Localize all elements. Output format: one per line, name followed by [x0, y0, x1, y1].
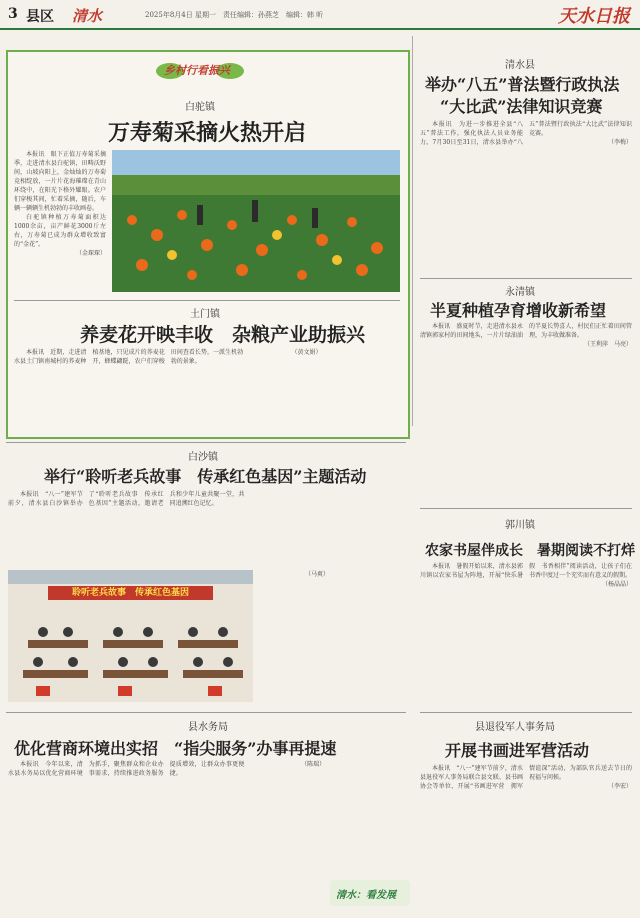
- a4-town: 清水县: [505, 60, 535, 71]
- a7-town: 县水务局: [188, 722, 228, 733]
- a8-title: 开展书画进军营活动: [445, 741, 590, 760]
- a8-town: 县退役军人事务局: [475, 722, 555, 733]
- a7-title: 优化营商环境出实招 “指尖服务”办事再提速: [14, 739, 337, 758]
- a6-byline: （杨晶晶）: [601, 581, 632, 588]
- issue-meta: 2025年8月4日 星期一 责任编辑：孙燕芝 编辑：韩 昕: [145, 11, 324, 19]
- a1-title: 万寿菊采摘火热开启: [108, 120, 307, 146]
- column-name: 清水: [72, 7, 103, 25]
- a4-byline: （李梅）: [607, 139, 632, 146]
- a8-body: [420, 764, 632, 910]
- a1-town: 白驼镇: [185, 102, 215, 113]
- a5-town: 永清镇: [505, 287, 535, 298]
- a7-para-1: 本报讯 今年以来，清水县水务局以优化营商环境为抓手，聚焦群众和企业办事需求，持续推进政务服务提质增效，让群众办事更便捷。: [8, 761, 245, 777]
- feature-logo: [150, 56, 250, 86]
- a7-body: [8, 760, 406, 880]
- divider: [14, 300, 400, 301]
- marigold-photo: [112, 150, 400, 292]
- a3-byline: （马爽）: [304, 571, 329, 578]
- veterans-photo: [8, 570, 253, 702]
- divider: [420, 712, 632, 713]
- a6-title: 农家书屋伴成长 暑期阅读不打烊: [425, 543, 635, 559]
- a3-body: [8, 490, 406, 564]
- a6-body: [420, 562, 632, 704]
- a8-byline: （李宏）: [607, 783, 632, 790]
- a5-para-1: 本报讯 盛夏时节，走进清水县永清镇郭家村的田间地头，一片片绿油油的半夏长势喜人，村民们正忙着田间管理，为丰收做准备。: [420, 323, 632, 339]
- a3-town: 白沙镇: [188, 452, 218, 463]
- a3-para-1: 本报讯 “八一”建军节前夕，清水县白沙镇举办了“聆听老兵故事 传承红色基因”主题活动，邀请老兵和少年儿童共聚一堂，共同追溯红色记忆。: [8, 491, 245, 507]
- divider: [420, 508, 632, 509]
- a8-para-1: 本报讯 “八一”建军节前夕，清水县退役军人事务局联合县文联、县书画协会等单位，开展“书画进军营 拥军情谊深”活动，为部队官兵送去节日的祝福与问候。: [420, 765, 632, 790]
- a2-para-1: 本报讯 近期，走进清水县土门镇南城村的荞麦种植基地，只见成片的荞麦花开，蜂蝶翩跹，农户们穿梭田间查看长势，一派生机勃勃的景象。: [14, 349, 244, 365]
- a4-title-2: “大比武”法律知识竞赛: [440, 97, 603, 116]
- page-number: 3: [8, 6, 18, 22]
- a1-para-2: 白驼镇种植万寿菊面积达1000余亩，亩产鲜花3000斤左右，万寿菊已成为群众增收致富的“金花”。: [14, 214, 106, 248]
- divider: [420, 278, 632, 279]
- section-name: 县区: [26, 9, 54, 25]
- a4-para-1: 本报讯 为进一步推进全县“八五”普法工作，强化执法人员业务能力，7月30日至31日，清水县举办“八五”普法暨行政执法“大比武”法律知识竞赛。: [420, 121, 632, 146]
- a2-body: [14, 348, 400, 430]
- newspaper-logo: 天水日报: [558, 6, 630, 27]
- a5-title: 半夏种植孕育增收新希望: [430, 301, 607, 320]
- column-divider: [412, 36, 413, 426]
- a2-title: 养麦花开映丰收 杂粮产业助振兴: [80, 324, 366, 346]
- divider: [6, 712, 406, 713]
- page-header: [0, 0, 640, 30]
- a7-byline: （陈瑞）: [301, 761, 326, 768]
- a5-byline: （王利萍 马亮）: [583, 341, 632, 348]
- a2-byline: （黄文娟）: [291, 349, 322, 356]
- marigold-field-image: [112, 150, 400, 292]
- a3-title: 举行“聆听老兵故事 传承红色基因”主题活动: [44, 467, 367, 486]
- divider: [6, 442, 406, 443]
- a5-body: [420, 322, 632, 502]
- a2-town: 土门镇: [190, 309, 220, 320]
- footer-logo-text: 清水：看发展: [336, 890, 396, 901]
- a3-body-2: [258, 570, 406, 702]
- a1-byline: （金琛琛）: [75, 250, 106, 257]
- footer-logo: [330, 880, 410, 906]
- a1-body: [14, 150, 106, 340]
- a4-body: [420, 120, 632, 272]
- activity-banner: 聆听老兵故事 传承红色基因: [48, 586, 213, 600]
- a6-town: 郭川镇: [505, 520, 535, 531]
- a4-title-1: 举办“八五”普法暨行政执法: [425, 75, 620, 94]
- feature-logo-text: 乡村行看振兴: [164, 64, 230, 77]
- a6-para-1: 本报讯 暑假开始以来，清水县郭川镇以农家书屋为阵地，开展“快乐暑假 书香相伴”阅读活动，让孩子们在书香中度过一个充实而有意义的假期。: [420, 563, 632, 579]
- a1-para-1: 本报讯 眼下正值万寿菊采摘季，走进清水县白驼镇，田畴沃野间，山坡向阳上，金灿灿的万寿菊竞相绽放，一片片花海璀璨在青山环绕中，在阳光下格外耀眼。农户们穿梭其间，忙着采摘，随后，车辆一辆辆生机勃勃的丰收画卷。: [14, 151, 106, 212]
